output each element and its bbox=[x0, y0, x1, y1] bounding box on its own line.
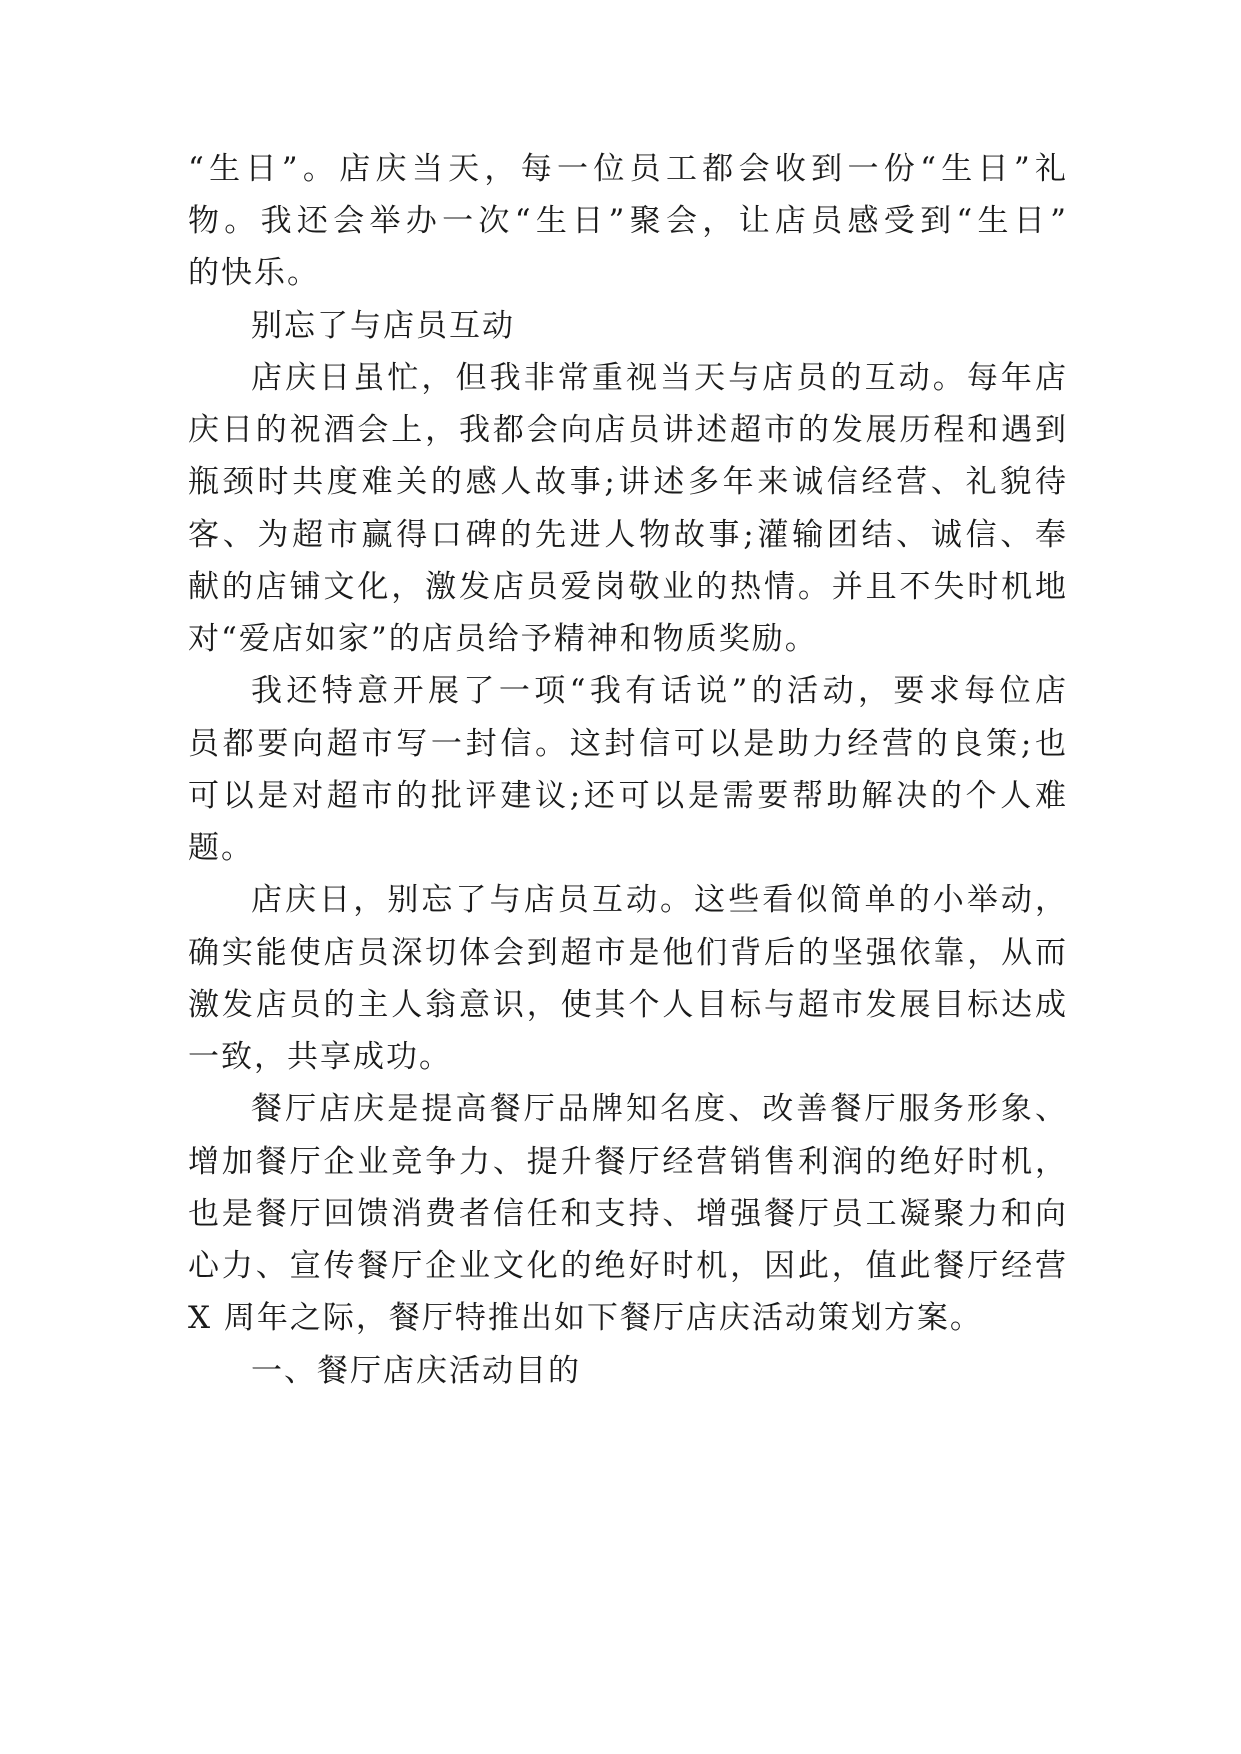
paragraph-line: 心力、宣传餐厅企业文化的绝好时机，因此，值此餐厅经营 bbox=[188, 1248, 1068, 1284]
paragraph-line: 也是餐厅回馈消费者信任和支持、增强餐厅员工凝聚力和向 bbox=[188, 1196, 1068, 1232]
paragraph-line: 的快乐。 bbox=[188, 255, 320, 291]
paragraph-line: X 周年之际，餐厅特推出如下餐厅店庆活动策划方案。 bbox=[188, 1300, 983, 1336]
paragraph-line: 员都要向超市写一封信。这封信可以是助力经营的良策;也 bbox=[188, 726, 1068, 762]
paragraph-line: 店庆日，别忘了与店员互动。这些看似简单的小举动， bbox=[251, 882, 1068, 918]
paragraph-line: 餐厅店庆是提高餐厅品牌知名度、改善餐厅服务形象、 bbox=[251, 1091, 1068, 1127]
paragraph-line: 客、为超市赢得口碑的先进人物故事;灌输团结、诚信、奉 bbox=[188, 517, 1068, 553]
paragraph-line: 可以是对超市的批评建议;还可以是需要帮助解决的个人难 bbox=[188, 778, 1068, 814]
paragraph-line: 对“爱店如家”的店员给予精神和物质奖励。 bbox=[188, 621, 818, 657]
paragraph-line: 一致，共享成功。 bbox=[188, 1039, 452, 1075]
paragraph-line: 确实能使店员深切体会到超市是他们背后的坚强依靠，从而 bbox=[188, 935, 1068, 971]
paragraph-line: 我还特意开展了一项“我有话说”的活动，要求每位店 bbox=[251, 673, 1068, 709]
section-heading: 一、餐厅店庆活动目的 bbox=[251, 1353, 581, 1389]
paragraph-line: 物。我还会举办一次“生日”聚会，让店员感受到“生日” bbox=[188, 203, 1068, 239]
section-subheading: 别忘了与店员互动 bbox=[251, 308, 515, 344]
paragraph-line: 店庆日虽忙，但我非常重视当天与店员的互动。每年店 bbox=[251, 360, 1068, 396]
paragraph-line: 题。 bbox=[188, 830, 254, 866]
paragraph-line: 献的店铺文化，激发店员爱岗敬业的热情。并且不失时机地 bbox=[188, 569, 1068, 605]
paragraph-line: 庆日的祝酒会上，我都会向店员讲述超市的发展历程和遇到 bbox=[188, 412, 1068, 448]
paragraph-line: “生日”。店庆当天，每一位员工都会收到一份“生日”礼 bbox=[188, 151, 1068, 187]
paragraph-line: 瓶颈时共度难关的感人故事;讲述多年来诚信经营、礼貌待 bbox=[188, 464, 1068, 500]
paragraph-line: 激发店员的主人翁意识，使其个人目标与超市发展目标达成 bbox=[188, 987, 1068, 1023]
paragraph-line: 增加餐厅企业竞争力、提升餐厅经营销售利润的绝好时机， bbox=[188, 1144, 1068, 1180]
